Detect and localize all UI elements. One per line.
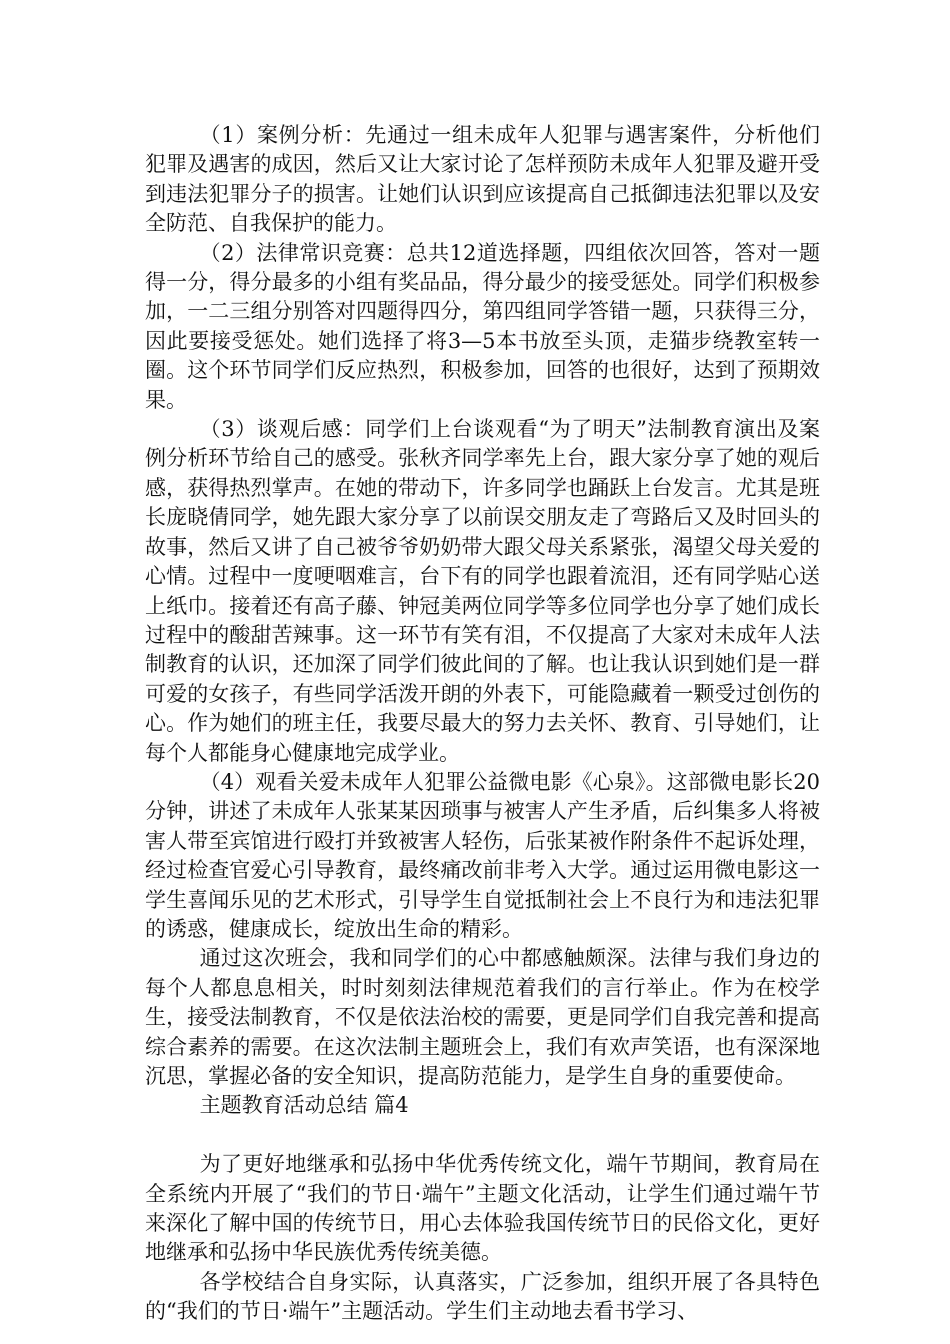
paragraph-case-analysis: （1）案例分析：先通过一组未成年人犯罪与遇害案件，分析他们犯罪及遇害的成因，然后又让大家讨论了怎样预防未成年人犯罪及避开受到违法犯罪分子的损害。让她们认识到应该提高自己抵御违法犯罪以及安全防范、自我保护的能力。 bbox=[145, 123, 820, 236]
blank-line bbox=[145, 1121, 820, 1150]
paragraph-micro-film: （4）观看关爱未成年人犯罪公益微电影《心泉》。这部微电影长20分钟，讲述了未成年人张某某因琐事与被害人产生矛盾，后纠集多人将被害人带至宾馆进行殴打并致被害人轻伤，后张某被作附条件不起诉处理，经过检查官爱心引导教育，最终痛改前非考入大学。通过运用微电影这一学生喜闻乐见的艺术形式，引导学生自觉抵制社会上不良行为和违法犯罪的诱惑，健康成长，绽放出生命的精彩。 bbox=[145, 769, 820, 941]
paragraph-dragon-boat-intro: 为了更好地继承和弘扬中华优秀传统文化，端午节期间，教育局在全系统内开展了“我们的节日·端午”主题文化活动，让学生们通过端午节来深化了解中国的传统节日，用心去体验我国传统节日的民俗文化，更好地继承和弘扬中华民族优秀传统美德。 bbox=[145, 1152, 820, 1265]
paragraph-conclusion: 通过这次班会，我和同学们的心中都感触颇深。法律与我们身边的每个人都息息相关，时时刻刻法律规范着我们的言行举止。作为在校学生，接受法制教育，不仅是依法治校的需要，更是同学们自我完善和提高综合素养的需要。在这次法制主题班会上，我们有欢声笑语，也有深深地沉思，掌握必备的安全知识，提高防范能力，是学生自身的重要使命。 bbox=[145, 946, 820, 1088]
paragraph-reflections: （3）谈观后感：同学们上台谈观看“为了明天”法制教育演出及案例分析环节给自己的感受。张秋齐同学率先上台，跟大家分享了她的观后感，获得热烈掌声。在她的带动下，许多同学也踊跃上台发言。尤其是班长庞晓倩同学，她先跟大家分享了以前误交朋友走了弯路后又及时回头的故事，然后又讲了自己被爷爷奶奶带大跟父母关系紧张，渴望父母关爱的心情。过程中一度哽咽难言，台下有的同学也跟着流泪，还有同学贴心送上纸巾。接着还有高子藤、钟冠美两位同学等多位同学也分享了她们成长过程中的酸甜苦辣事。这一环节有笑有泪，不仅提高了大家对未成年人法制教育的认识，还加深了同学们彼此间的了解。也让我认识到她们是一群可爱的女孩子，有些同学活泼开朗的外表下，可能隐藏着一颗受过创伤的心。作为她们的班主任，我要尽最大的努力去关怀、教育、引导她们，让每个人都能身心健康地完成学业。 bbox=[145, 417, 820, 765]
document-body bbox=[145, 121, 820, 1327]
section-heading: 主题教育活动总结 篇4 bbox=[199, 1093, 409, 1118]
paragraph-law-quiz: （2）法律常识竞赛：总共12道选择题，四组依次回答，答对一题得一分，得分最多的小组有奖品品，得分最少的接受惩处。同学们积极参加，一二三组分别答对四题得四分，第四组同学答错一题，只获得三分，因此要接受惩处。她们选择了将3—5本书放至头顶，走猫步绕教室转一圈。这个环节同学们反应热烈，积极参加，回答的也很好，达到了预期效果。 bbox=[145, 240, 820, 412]
paragraph-dragon-boat-activities: 各学校结合自身实际，认真落实，广泛参加，组织开展了各具特色的“我们的节日·端午”主题活动。学生们主动地去看书学习、 bbox=[145, 1269, 820, 1324]
